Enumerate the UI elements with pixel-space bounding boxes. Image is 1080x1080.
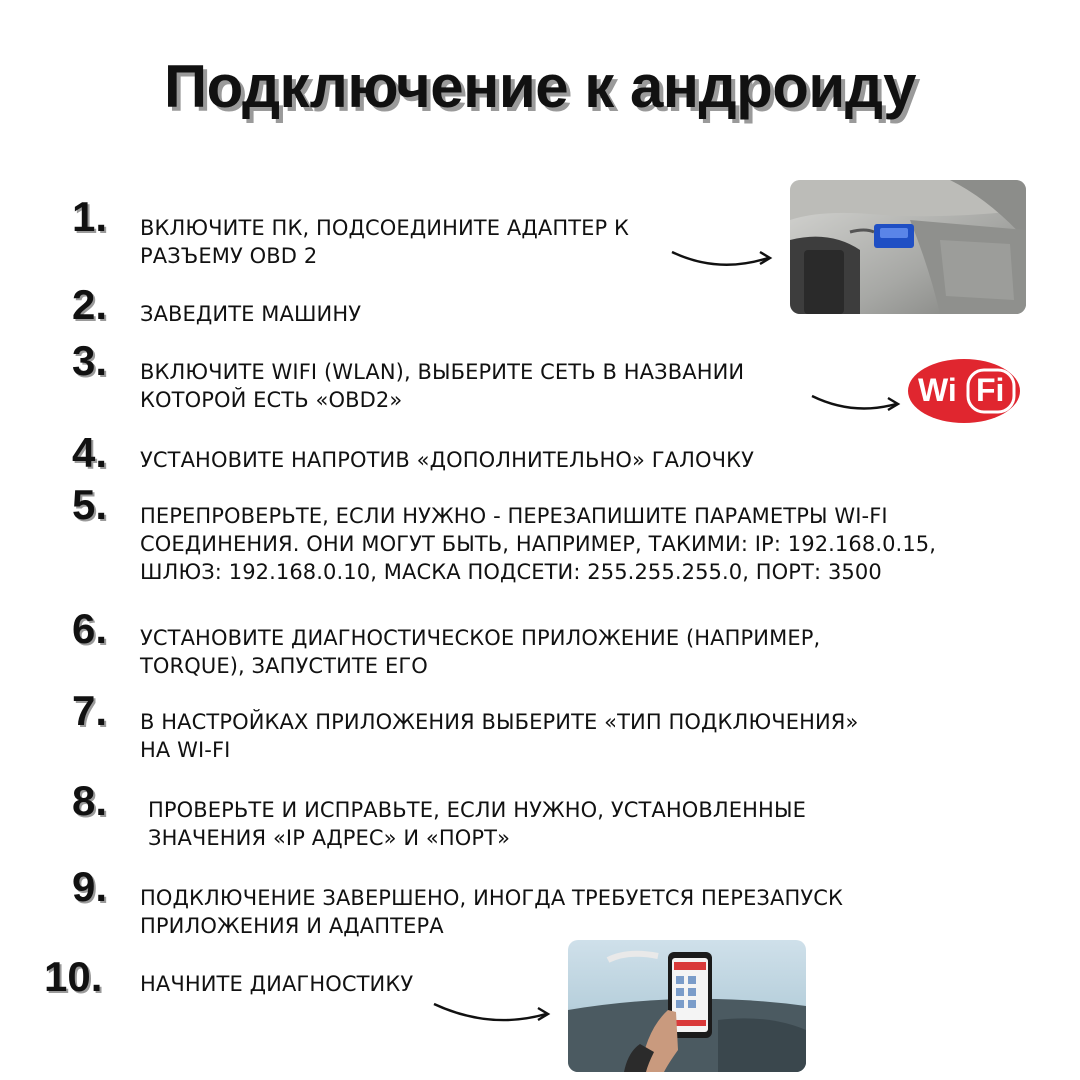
step-2-line-1: ЗАВЕДИТЕ МАШИНУ: [140, 302, 362, 326]
step-6-text: [140, 624, 820, 680]
step-9-text: [140, 884, 843, 940]
phone-in-car-illustration: [568, 940, 806, 1072]
step-5-line-3: ШЛЮЗ: 192.168.0.10, МАСКА ПОДСЕТИ: 255.255.255.0, ПОРТ: 3500: [140, 560, 882, 584]
step-8-line-1: ПРОВЕРЬТЕ И ИСПРАВЬТЕ, ЕСЛИ НУЖНО, УСТАНОВЛЕННЫЕ: [148, 798, 806, 822]
step-3-line-1: ВКЛЮЧИТЕ WIFI (WLAN), ВЫБЕРИТЕ СЕТЬ В НАЗВАНИИ: [140, 360, 745, 384]
arrow-icon-3: [430, 998, 556, 1028]
step-4-number: 4.: [72, 429, 108, 476]
step-1-text: [140, 214, 629, 270]
arrow-icon-1: [668, 244, 778, 274]
page-title: Подключение к андроиду: [163, 53, 917, 120]
step-8-number: 8.: [72, 777, 108, 824]
step-2-number: 2.: [72, 281, 108, 328]
wifi-logo-left-text: Wi: [918, 372, 957, 408]
step-5-text: [140, 502, 936, 586]
step-5-line-2: СОЕДИНЕНИЯ. ОНИ МОГУТ БЫТЬ, НАПРИМЕР, ТАКИМИ: IP: 192.168.0.15,: [140, 532, 937, 556]
step-10-text: [140, 970, 413, 998]
step-1-line-1: ВКЛЮЧИТЕ ПК, ПОДСОЕДИНИТЕ АДАПТЕР К: [140, 216, 630, 240]
arrow-icon-2: [808, 390, 904, 416]
obd-adapter-illustration: [790, 180, 1026, 314]
obd-adapter-photo: [790, 180, 1026, 314]
step-1-line-2: РАЗЪЕМУ OBD 2: [140, 244, 318, 268]
step-9-number: 9.: [72, 863, 108, 910]
step-10-line-1: НАЧНИТЕ ДИАГНОСТИКУ: [140, 972, 414, 996]
step-4-line-1: УСТАНОВИТЕ НАПРОТИВ «ДОПОЛНИТЕЛЬНО» ГАЛОЧКУ: [140, 448, 755, 472]
step-8-line-2: ЗНАЧЕНИЯ «IP АДРЕС» И «ПОРТ»: [148, 826, 511, 850]
step-3-text: [140, 358, 744, 414]
step-10-number: 10.: [44, 953, 103, 1000]
wifi-logo: [904, 356, 1024, 426]
step-6-line-1: УСТАНОВИТЕ ДИАГНОСТИЧЕСКОЕ ПРИЛОЖЕНИЕ (НАПРИМЕР,: [140, 626, 821, 650]
wifi-logo-right-text: Fi: [976, 372, 1005, 408]
step-7-text: [140, 708, 858, 764]
phone-diagnostic-photo: [568, 940, 806, 1072]
step-1-number: 1.: [72, 193, 108, 240]
step-7-line-2: НА WI-FI: [140, 738, 231, 762]
step-5-number: 5.: [72, 481, 108, 528]
step-9-line-2: ПРИЛОЖЕНИЯ И АДАПТЕРА: [140, 914, 444, 938]
step-8-text: [148, 796, 806, 852]
step-6-number: 6.: [72, 605, 108, 652]
step-2-text: [140, 300, 361, 328]
step-4-text: [140, 446, 754, 474]
step-3-number: 3.: [72, 337, 108, 384]
step-9-line-1: ПОДКЛЮЧЕНИЕ ЗАВЕРШЕНО, ИНОГДА ТРЕБУЕТСЯ ПЕРЕЗАПУСК: [140, 886, 844, 910]
step-3-line-2: КОТОРОЙ ЕСТЬ «OBD2»: [140, 388, 403, 412]
step-6-line-2: TORQUE), ЗАПУСТИТЕ ЕГО: [140, 654, 428, 678]
step-7-number: 7.: [72, 687, 108, 734]
step-5-line-1: ПЕРЕПРОВЕРЬТЕ, ЕСЛИ НУЖНО - ПЕРЕЗАПИШИТЕ ПАРАМЕТРЫ WI-FI: [140, 504, 888, 528]
step-7-line-1: В НАСТРОЙКАХ ПРИЛОЖЕНИЯ ВЫБЕРИТЕ «ТИП ПОДКЛЮЧЕНИЯ»: [140, 710, 859, 734]
